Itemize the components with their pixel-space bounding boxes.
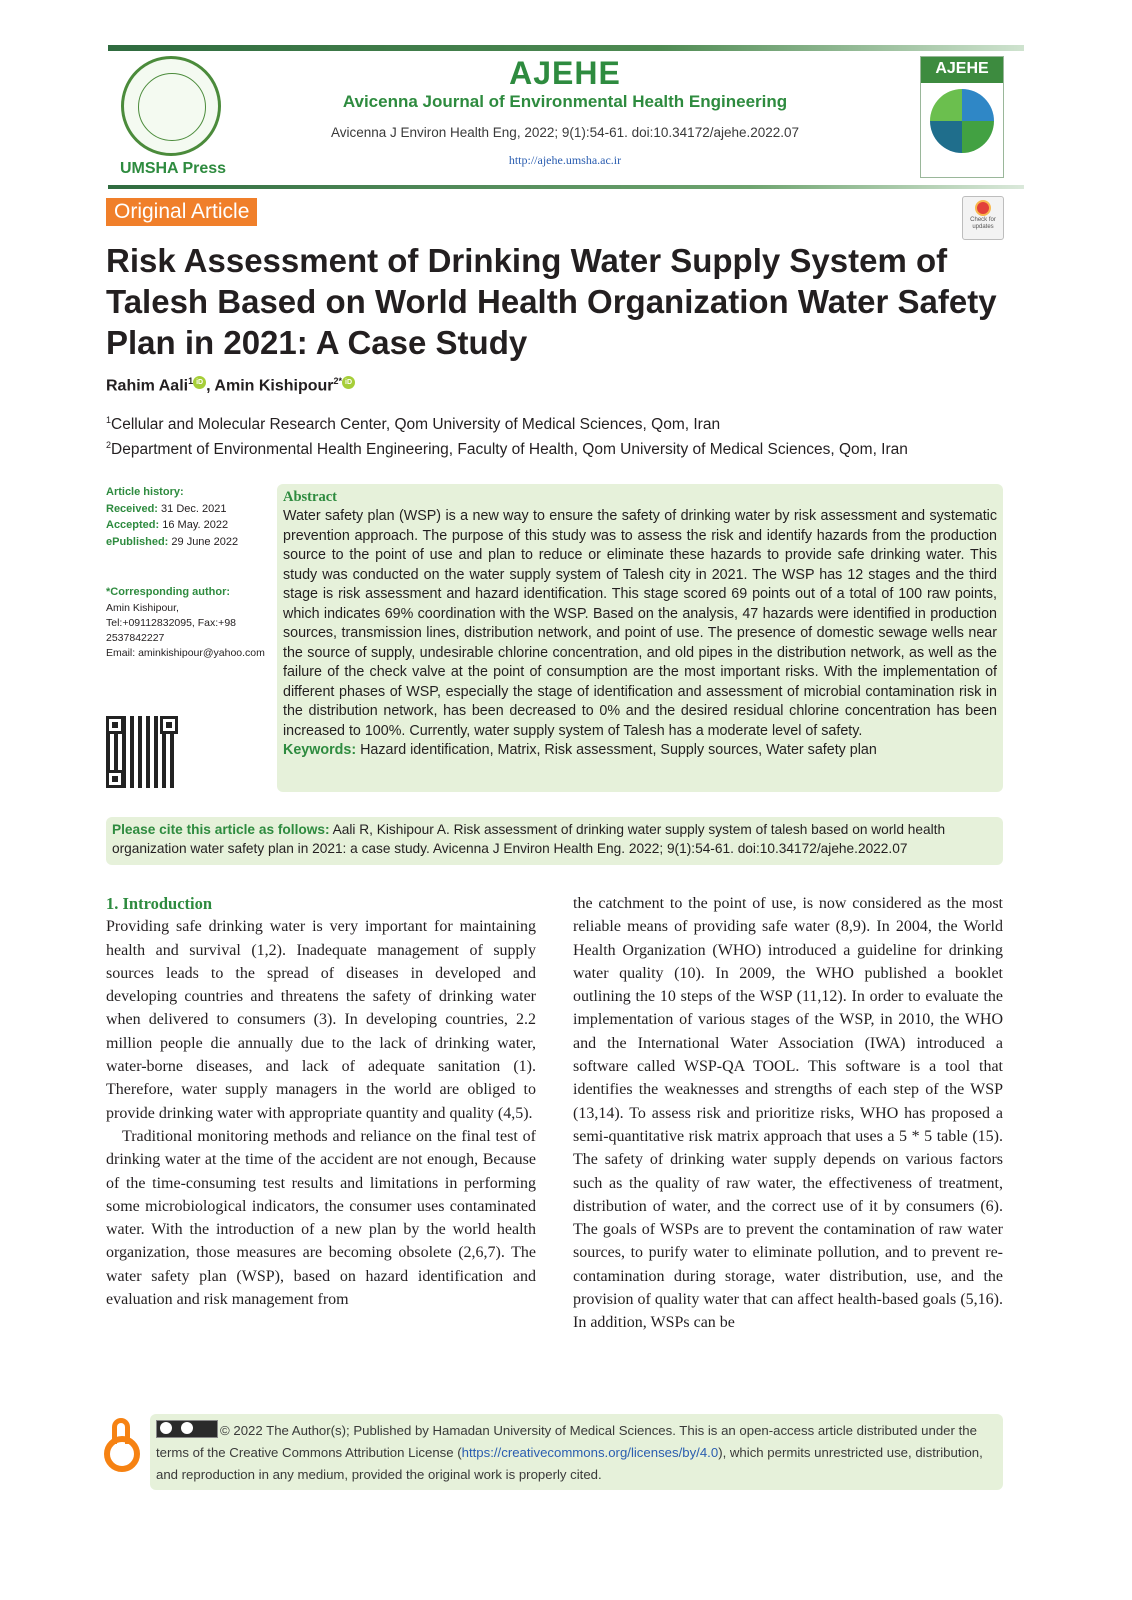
- body-paragraph: Providing safe drinking water is very important for maintaining health and survival (1,2). Inadequate management of supply sources leads to the spread of diseases in developed and developing countries and threatens the safety of drinking water when delivered to consumers (3). In developing countries, 2.2 million people die annually due to the lack of drinking water, water-borne diseases, and lack of adequate sanitation (1). Therefore, water supply managers in the world are obliged to provide drinking water with appropriate quantity and quality (4,5).: [106, 918, 536, 1122]
- corresponding-phone: Tel:+09112832095, Fax:+98 2537842227: [106, 616, 236, 644]
- accepted-label: Accepted:: [106, 519, 160, 531]
- publisher-name: UMSHA Press: [119, 160, 227, 177]
- header-bottom-rule: [108, 185, 1024, 189]
- epublished-line: [106, 534, 271, 551]
- keywords-line: [283, 741, 997, 761]
- citation-box: [106, 817, 1003, 865]
- journal-full-name: Avicenna Journal of Environmental Health Engineering: [342, 92, 788, 111]
- received-label: Received:: [106, 502, 158, 515]
- affil-text: Cellular and Molecular Research Center, Qom University of Medical Sciences, Qom, Iran: [111, 416, 721, 434]
- citation-text: Aali R, Kishipour A. Risk assessment of drinking water supply system of talesh based on world health organization water safety plan in 2021: a case study. Avicenna J Environ Health Eng. 2022; 9(1):54-61. doi:10.34172/ajehe.2022.07: [112, 822, 946, 856]
- author-list: [106, 376, 355, 395]
- journal-citation-line: Avicenna J Environ Health Eng, 2022; 9(1):54-61. doi:10.34172/ajehe.2022.07: [330, 125, 800, 140]
- section-heading: 1. Introduction: [106, 894, 213, 913]
- corresponding-name: Amin Kishipour,: [106, 601, 179, 614]
- affiliation-line: [106, 410, 1026, 435]
- abstract-heading: Abstract: [283, 489, 337, 505]
- citation-label: Please cite this article as follows:: [112, 822, 330, 837]
- received-line: [106, 501, 271, 518]
- qr-finder: [106, 770, 124, 788]
- orcid-icon[interactable]: iD: [342, 376, 355, 389]
- received-date: 31 Dec. 2021: [157, 502, 227, 515]
- license-text-end: ), which permits unrestricted use, distribution, and reproduction in any medium, provided the original work is properly cited.: [156, 1445, 983, 1482]
- accepted-date: 16 May. 2022: [159, 519, 229, 531]
- university-seal-logo: [118, 56, 228, 180]
- affiliation-line: [106, 435, 1026, 460]
- affil-sup: 1: [106, 415, 112, 425]
- crossmark-dot: [975, 200, 991, 216]
- qr-finder: [160, 716, 178, 734]
- qr-finder: [106, 716, 124, 734]
- cc-by-badge[interactable]: [156, 1420, 218, 1438]
- orcid-icon[interactable]: iD: [193, 376, 206, 389]
- author-name: Amin Kishipour: [214, 377, 334, 395]
- qr-code[interactable]: [106, 716, 178, 788]
- license-link[interactable]: https://creativecommons.org/licenses/by/4.0: [461, 1445, 719, 1460]
- corresponding-heading: *Corresponding author:: [106, 586, 231, 598]
- seal-inner-ring: [138, 73, 206, 141]
- affil-sup: 2: [106, 440, 112, 451]
- history-heading: Article history:: [106, 486, 184, 498]
- accepted-line: [106, 517, 271, 534]
- journal-url-link[interactable]: http://ajehe.umsha.ac.ir: [508, 153, 622, 167]
- crossmark-label: Check for updates: [970, 217, 996, 230]
- crossmark-icon[interactable]: [962, 196, 1004, 240]
- epublished-label: ePublished:: [106, 535, 169, 548]
- cover-label: AJEHE: [921, 57, 1003, 83]
- open-access-ring: [104, 1436, 140, 1472]
- body-column-right: [573, 892, 1003, 1335]
- body-paragraph: Traditional monitoring methods and reliance on the final test of drinking water at the time of the accident are not enough, Because of the time-consuming test results and limitations in performing some microbiological indicators, the consumer uses contaminated water. With the introduction of a new plan by the world health organization, those measures are becoming obsolete (2,6,7). The water safety plan (WSP), based on hazard identification and evaluation and risk management from: [106, 1127, 536, 1309]
- abstract-box: [277, 484, 1003, 792]
- affil-text: Department of Environmental Health Engineering, Faculty of Health, Qom University of Medical Sciences, Qom, Iran: [111, 441, 908, 459]
- open-access-icon: [104, 1418, 142, 1474]
- journal-abbreviation: AJEHE: [509, 55, 621, 91]
- article-title: Risk Assessment of Drinking Water Supply System of Talesh Based on World Health Organization Water Safety Plan in 2021: A Case Study: [106, 242, 997, 361]
- keywords-text: Hazard identification, Matrix, Risk assessment, Supply sources, Water safety plan: [356, 742, 877, 758]
- license-text: © 2022 The Author(s); Published by Hamadan University of Medical Sciences. This is an open-access article distributed under the terms of the Creative Commons Attribution License (: [156, 1423, 977, 1460]
- journal-cover-icon: [920, 56, 1004, 178]
- article-type-badge: Original Article: [106, 198, 257, 226]
- author-name: Rahim Aali: [106, 377, 189, 395]
- keywords-label: Keywords:: [283, 742, 357, 758]
- header-top-rule: [108, 45, 1024, 51]
- corresponding-email[interactable]: Email: aminkishipour@yahoo.com: [106, 646, 265, 659]
- author-affil-sup: 1: [188, 376, 194, 386]
- body-paragraph: the catchment to the point of use, is now considered as the most reliable means of providing safe water (8,9). In 2004, the World Health Organization (WHO) introduced a guideline for drinking water quality (10). In 2009, the WHO published a booklet outlining the 10 steps of the WSP (11,12). In order to evaluate the implementation of various stages of the WSP, in 2010, the WHO and the International Water Association (IWA) introduced a software called WSP-QA TOOL. This software is a tool that identifies the weaknesses and strengths of each step of the WSP (13,14). To assess risk and prioritize risks, WHO has proposed a semi-quantitative risk matrix approach that uses a 5 * 5 table (15). The safety of drinking water supply depends on various factors such as the quality of raw water, the effectiveness of treatment, distribution of water, and the correct use of it by consumers (6). The goals of WSPs are to prevent the contamination of raw water sources, to purify water to eliminate pollution, and to prevent re-contamination during storage, water distribution, use, and the provision of quality water that can affect health-based goals (5,16). In addition, WSPs can be: [573, 895, 1003, 1332]
- body-column-left: [106, 892, 536, 1311]
- cover-graphic: [930, 89, 994, 153]
- affiliations: [106, 410, 1026, 460]
- author-affil-sup: 2*: [333, 376, 343, 386]
- seal-outer-ring: [121, 56, 221, 156]
- abstract-text: Water safety plan (WSP) is a new way to ensure the safety of drinking water by risk assessment and systematic prevention approach. The purpose of this study was to assess the risk and identify hazards from the production source to the point of use and plan to reduce or eliminate these hazards to provide safe drinking water. This study was conducted on the water supply system of Talesh city in 2021. The WSP has 12 stages and the third stage is risk assessment and hazard identification. This stage scored 69 points out of a total of 100 raw points, which indicates 69% coordination with the WSP. Based on the analysis, 47 hazards were identified in production sources, transmission lines, distribution network, and point of use. The presence of domestic sewage wells near the source of supply, undesirable chlorine concentration, and old pipes in the distribution network, as well as the failure of the check valve at the point of consumption are the most important risks. With the implementation of different phases of WSP, especially the stage of identification and assessment of microbial contamination risk in the distribution network, has been decreased to 0% and the desired residual chlorine concentration has been increased to 100%. Currently, water supply system of Talesh has a moderate level of safety.: [283, 508, 997, 739]
- license-box: [150, 1414, 1003, 1490]
- article-sidebar: [106, 484, 271, 661]
- author-separator: ,: [206, 377, 215, 395]
- epublished-date: 29 June 2022: [168, 535, 239, 548]
